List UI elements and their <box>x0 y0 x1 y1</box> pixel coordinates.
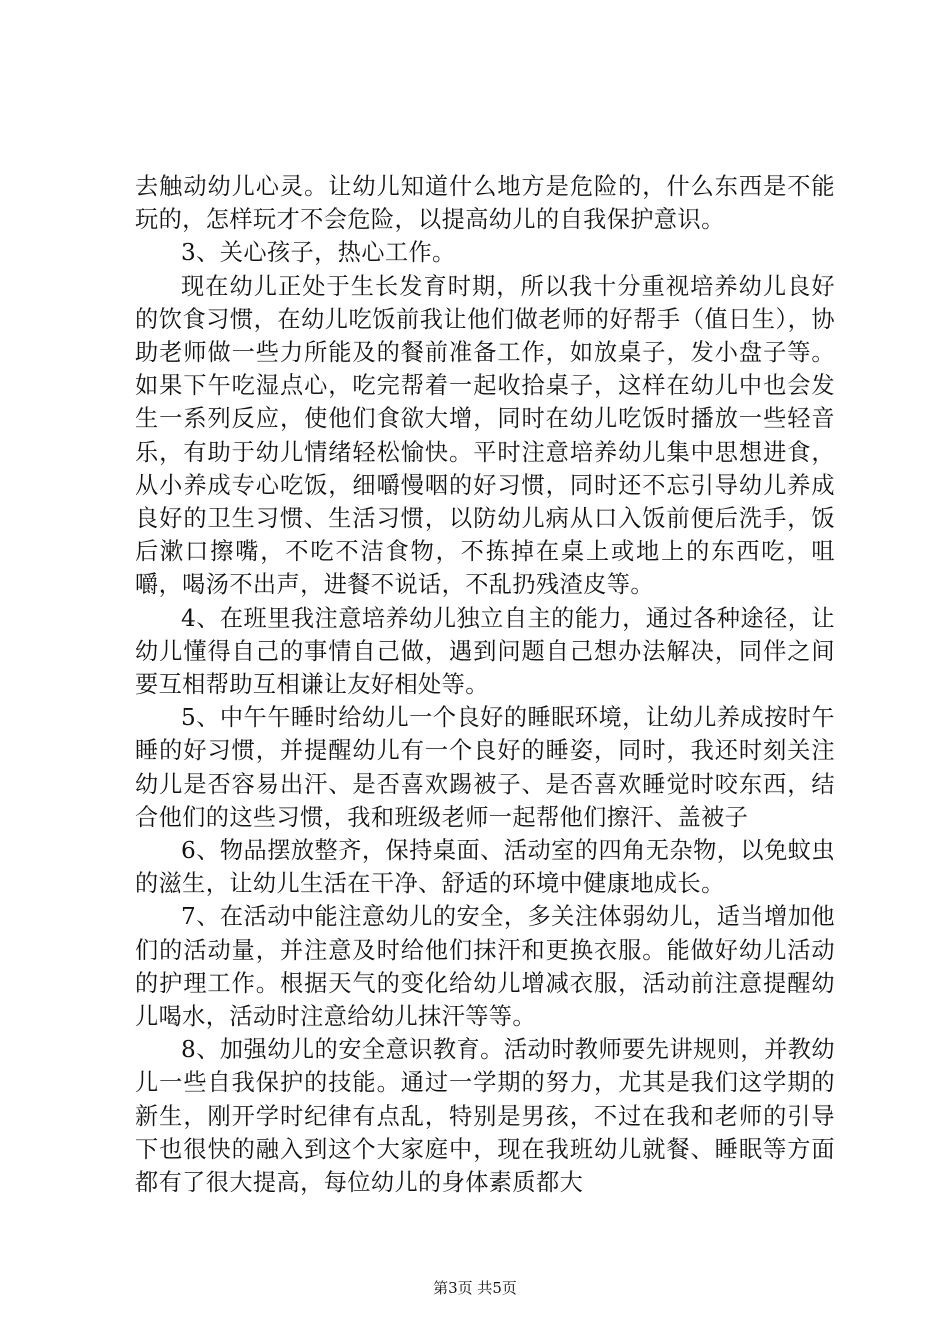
paragraph-item-5: 5、中午午睡时给幼儿一个良好的睡眠环境，让幼儿养成按时午睡的好习惯，并提醒幼儿有一个良好的睡姿，同时，我还时刻关注幼儿是否容易出汗、是否喜欢踢被子、是否喜欢睡觉时咬东西，结合他们的这些习惯，我和班级老师一起帮他们擦汗、盖被子 <box>135 704 835 831</box>
paragraph-diet-habits: 现在幼儿正处于生长发育时期，所以我十分重视培养幼儿良好的饮食习惯，在幼儿吃饭前我让他们做老师的好帮手（值日生），协助老师做一些力所能及的餐前准备工作，如放桌子，发小盘子等。如果下午吃湿点心，吃完帮着一起收拾桌子，这样在幼儿中也会发生一系列反应，使他们食欲大增，同时在幼儿吃饭时播放一些轻音乐，有助于幼儿情绪轻松愉快。平时注意培养幼儿集中思想进食，从小养成专心吃饭，细嚼慢咽的好习惯，同时还不忘引导幼儿养成良好的卫生习惯、生活习惯，以防幼儿病从口入饭前便后洗手，饭后漱口擦嘴，不吃不洁食物，不拣掉在桌上或地上的东西吃，咀嚼，喝汤不出声，进餐不说话，不乱扔残渣皮等。 <box>135 272 835 599</box>
paragraph-item-7: 7、在活动中能注意幼儿的安全，多关注体弱幼儿，适当增加他们的活动量，并注意及时给他们抹汗和更换衣服。能做好幼儿活动的护理工作。根据天气的变化给幼儿增减衣服，活动前注意提醒幼儿喝水，活动时注意给幼儿抹汗等等。 <box>135 903 835 1031</box>
paragraph-continued: 去触动幼儿心灵。让幼儿知道什么地方是危险的，什么东西是不能玩的，怎样玩才不会危险，以提高幼儿的自我保护意识。 <box>135 173 835 234</box>
paragraph-item-6: 6、物品摆放整齐，保持桌面、活动室的四角无杂物，以免蚊虫的滋生，让幼儿生活在干净、舒适的环境中健康地成长。 <box>135 837 835 898</box>
document-body <box>135 170 835 1199</box>
paragraph-item-3-heading: 3、关心孩子，热心工作。 <box>181 239 456 267</box>
paragraph-item-8: 8、加强幼儿的安全意识教育。活动时教师要先讲规则，并教幼儿一些自我保护的技能。通过一学期的努力，尤其是我们这学期的新生，刚开学时纪律有点乱，特别是男孩，不过在我和老师的引导下也很快的融入到这个大家庭中，现在我班幼儿就餐、睡眠等方面都有了很大提高，每位幼儿的身体素质都大 <box>135 1036 835 1197</box>
page-number-footer: 第3页 共5页 <box>433 1279 517 1297</box>
paragraph-item-4: 4、在班里我注意培养幼儿独立自主的能力，通过各种途径，让幼儿懂得自己的事情自己做，遇到问题自己想办法解决，同伴之间要互相帮助互相谦让友好相处等。 <box>135 604 835 699</box>
